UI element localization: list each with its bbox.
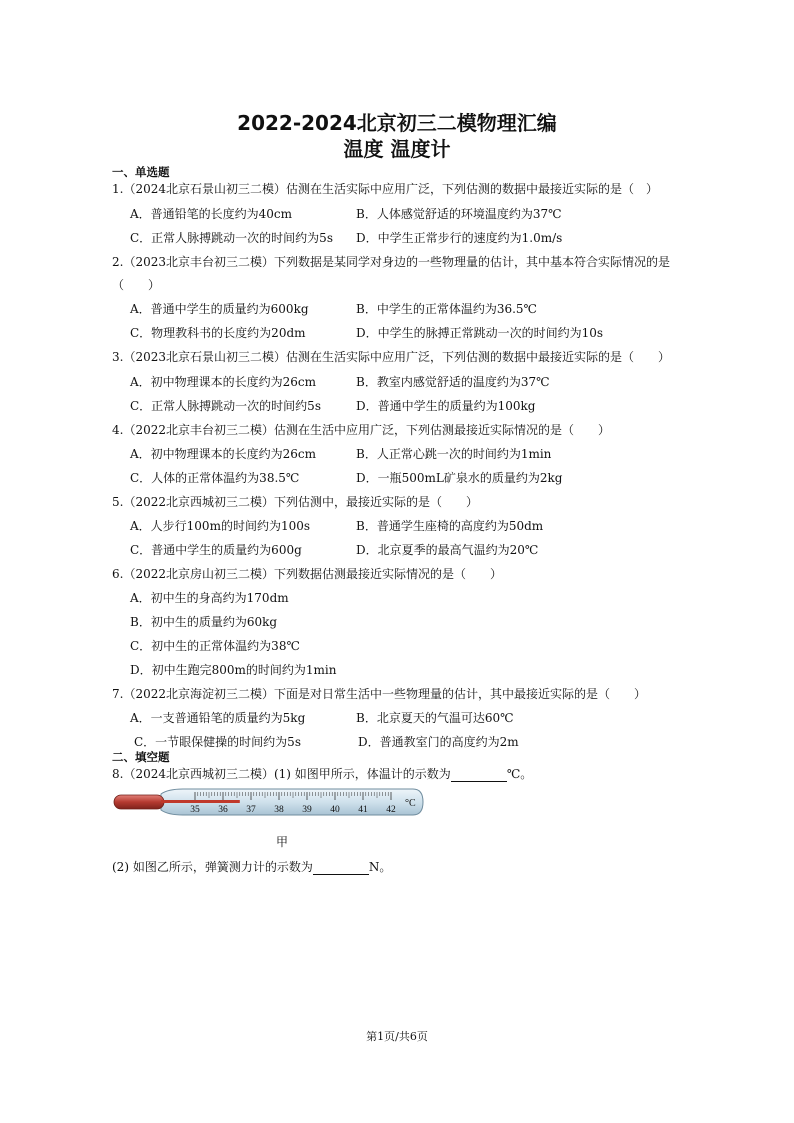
question-4-option-c: C．人体的正常体温约为38.5℃	[130, 471, 300, 485]
question-8-part-2	[112, 858, 391, 875]
question-3-stem: 3.（2023北京石景山初三二模）估测在生活实际中应用广泛，下列估测的数据中最接近实际的是（ ）	[112, 350, 670, 364]
question-2-option-a: A．普通中学生的质量约为600kg	[130, 302, 309, 316]
question-3-option-d: D．普通中学生的质量约为100kg	[356, 399, 536, 413]
question-2-option-c: C．物理教科书的长度约为20dm	[130, 326, 306, 340]
question-6-option-b: B．初中生的质量约为60kg	[130, 615, 278, 629]
question-4-option-d: D．一瓶500mL矿泉水的质量约为2kg	[356, 471, 563, 485]
answer-blank-1	[451, 769, 507, 782]
question-2-stem: 2.（2023北京丰台初三二模）下列数据是某同学对身边的一些物理量的估计，其中基本符合实际情况的是	[112, 255, 670, 269]
question-1-option-b: B．人体感觉舒适的环境温度约为37℃	[356, 207, 562, 221]
document-subtitle: 温度 温度计	[343, 137, 451, 161]
page-footer: 第1页/共6页	[366, 1030, 428, 1043]
question-3-option-c: C．正常人脉搏跳动一次的时间约5s	[130, 399, 321, 413]
question-4-option-b: B．人正常心跳一次的时间约为1min	[356, 447, 552, 461]
question-6-option-d: D．初中生跑完800m的时间约为1min	[130, 663, 337, 677]
question-1-option-a: A．普通铅笔的长度约为40cm	[130, 207, 293, 221]
question-6-option-c: C．初中生的正常体温约为38℃	[130, 639, 300, 653]
thermometer-mercury-column	[161, 800, 240, 803]
question-2-option-b: B．中学生的正常体温约为36.5℃	[356, 302, 537, 316]
question-4-stem: 4.（2022北京丰台初三二模）估测在生活中应用广泛，下列估测最接近实际情况的是（ ）	[112, 423, 610, 437]
section-heading-single-choice: 一、单选题	[112, 165, 170, 179]
clinical-thermometer-figure	[113, 787, 425, 821]
question-1-option-c: C．正常人脉搏跳动一次的时间约为5s	[130, 231, 333, 245]
question-5-option-b: B．普通学生座椅的高度约为50dm	[356, 519, 544, 533]
question-8-part-2-unit: N。	[368, 860, 392, 874]
question-2-option-d: D．中学生的脉搏正常跳动一次的时间约为10s	[356, 326, 604, 340]
question-2-stem-cont: （ ）	[112, 278, 161, 292]
scale-label: 37	[246, 805, 256, 815]
question-5-option-d: D．北京夏季的最高气温约为20℃	[356, 543, 539, 557]
scale-label: 42	[386, 805, 396, 815]
figure-caption-jia: 甲	[276, 835, 289, 849]
scale-label: 40	[330, 805, 340, 815]
question-3-option-a: A．初中物理课本的长度约为26cm	[130, 375, 317, 389]
question-8-part-2-text: (2) 如图乙所示，弹簧测力计的示数为	[112, 860, 313, 874]
question-5-option-a: A．人步行100m的时间约为100s	[130, 519, 311, 533]
document-title: 2022-2024北京初三二模物理汇编	[237, 111, 557, 135]
question-8-part-1	[112, 765, 532, 782]
section-heading-fill-blank: 二、填空题	[112, 750, 170, 764]
thermometer-bulb	[114, 795, 164, 809]
scale-label: 39	[302, 805, 312, 815]
question-8-part-1-unit: ℃。	[506, 767, 533, 781]
scale-label: 41	[358, 805, 368, 815]
answer-blank-2	[313, 862, 369, 875]
question-6-stem: 6.（2022北京房山初三二模）下列数据估测最接近实际情况的是（ ）	[112, 567, 502, 581]
question-7-option-a: A．一支普通铅笔的质量约为5kg	[130, 711, 306, 725]
question-8-part-1-text: 8.（2024北京西城初三二模）(1) 如图甲所示，体温计的示数为	[112, 767, 451, 781]
question-4-option-a: A．初中物理课本的长度约为26cm	[130, 447, 317, 461]
question-7-stem: 7.（2022北京海淀初三二模）下面是对日常生活中一些物理量的估计，其中最接近实际的是（ ）	[112, 687, 646, 701]
question-5-stem: 5.（2022北京西城初三二模）下列估测中，最接近实际的是（ ）	[112, 495, 478, 509]
question-7-option-c: C．一节眼保健操的时间约为5s	[134, 735, 301, 749]
question-7-option-d: D．普通教室门的高度约为2m	[358, 735, 519, 749]
scale-label: 35	[190, 805, 200, 815]
question-1-option-d: D．中学生正常步行的速度约为1.0m/s	[356, 231, 563, 245]
question-5-option-c: C．普通中学生的质量约为600g	[130, 543, 302, 557]
question-6-option-a: A．初中生的身高约为170dm	[130, 591, 289, 605]
question-1-stem: 1.（2024北京石景山初三二模）估测在生活实际中应用广泛，下列估测的数据中最接近实际的是（ ）	[112, 182, 658, 196]
question-3-option-b: B．教室内感觉舒适的温度约为37℃	[356, 375, 550, 389]
scale-label: 38	[274, 805, 284, 815]
question-7-option-b: B．北京夏天的气温可达60℃	[356, 711, 514, 725]
thermometer-unit: °C	[405, 798, 416, 809]
scale-label: 36	[218, 805, 228, 815]
